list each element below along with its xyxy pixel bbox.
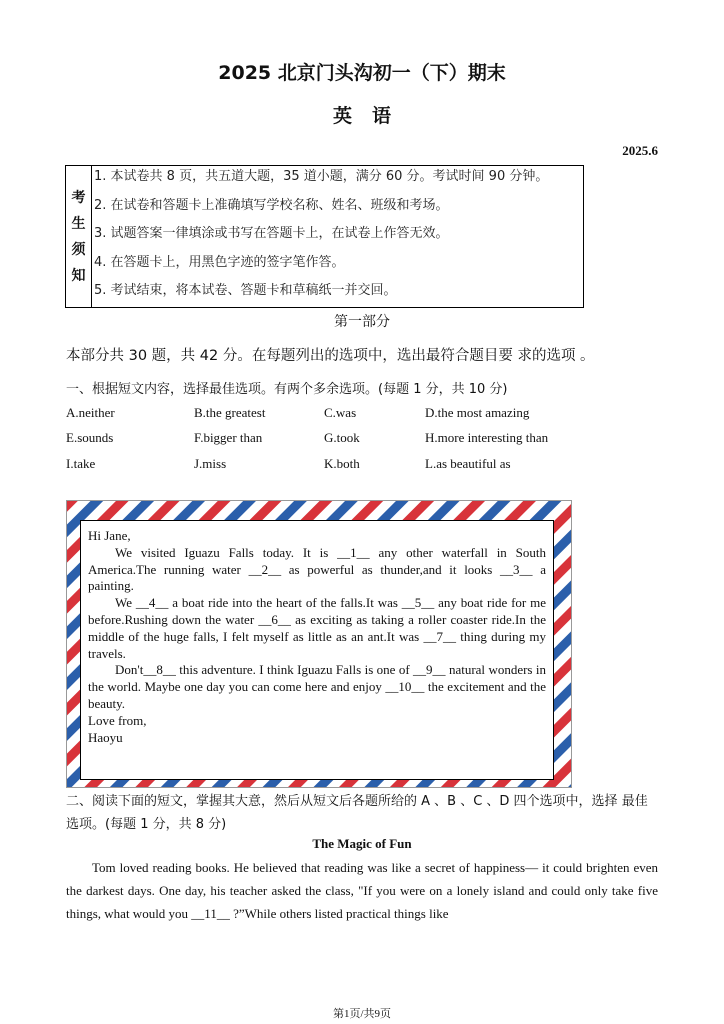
notice-list xyxy=(94,166,583,309)
option-f: F.bigger than xyxy=(194,430,263,445)
option-a: A.neither xyxy=(66,405,115,420)
subject-title: 英语 xyxy=(332,105,411,127)
option-h: H.more interesting than xyxy=(425,430,549,445)
letter-paragraph: We __4__ a boat ride into the heart of the falls.It was __5__ any boat ride for me before.Rushing down the water __6__ as exciting as taking a roller coaster ride.In the middle of the huge falls, I felt myself as little as an ant.It was __7__ thing during my travels. xyxy=(88,595,546,661)
option-c: C.was xyxy=(324,405,357,420)
page-footer: 第1页/共9页 xyxy=(332,1008,392,1020)
part-heading: 第一部分 xyxy=(334,314,390,330)
notice-item: 2. 在试卷和答题卡上准确填写学校名称、姓名、班级和考场。 xyxy=(94,197,449,213)
notice-label-char: 知 xyxy=(71,267,86,284)
letter-signature: Haoyu xyxy=(88,729,123,745)
option-k: K.both xyxy=(324,456,360,471)
letter-paragraph: Don't__8__ this adventure. I think Iguazu Falls is one of __9__ natural wonders in the world. Maybe one day you can come here and enjoy __10__ the excitement and the beauty. xyxy=(88,662,546,711)
part-intro: 本部分共 30 题，共 42 分。在每题列出的选项中，选出最符合题目要 求的选项 。 xyxy=(66,348,595,364)
section1-heading: 一、根据短文内容，选择最佳选项。有两个多余选项。(每题 1 分，共 10 分) xyxy=(66,382,508,397)
letter-paragraph: We visited Iguazu Falls today. It is __1__ any other waterfall in South America.The running water __2__ as powerful as thunder,and it looks __3__ a painting. xyxy=(88,544,546,594)
notice-item: 1. 本试卷共 8 页，共五道大题，35 道小题，满分 60 分。考试时间 90 分钟。 xyxy=(94,169,549,184)
airmail-letter xyxy=(66,500,572,788)
option-b: B.the greatest xyxy=(194,405,266,420)
notice-label-char: 生 xyxy=(71,215,86,232)
letter-greeting: Hi Jane, xyxy=(88,528,131,543)
notice-item: 4. 在答题卡上，用黑色字迹的签字笔作答。 xyxy=(94,254,345,270)
letter-text xyxy=(88,528,546,746)
page-title: 2025 北京门头沟初一（下）期末 xyxy=(218,62,506,84)
notice-label-char: 考 xyxy=(71,189,86,206)
notice-label-char: 须 xyxy=(71,241,86,258)
notice-item: 3. 试题答案一律填涂或书写在答题卡上，在试卷上作答无效。 xyxy=(94,226,449,242)
option-g: G.took xyxy=(324,430,360,445)
letter-closing: Love from, xyxy=(88,712,147,728)
option-l: L.as beautiful as xyxy=(425,456,511,471)
option-j: J.miss xyxy=(194,456,227,471)
exam-date: 2025.6 xyxy=(622,143,658,158)
letter-body-box xyxy=(80,520,554,780)
option-e: E.sounds xyxy=(66,430,114,445)
option-d: D.the most amazing xyxy=(425,405,530,420)
option-i: I.take xyxy=(66,456,96,471)
exam-notice-box xyxy=(65,165,584,308)
story-text: Tom loved reading books. He believed that reading was like a secret of happiness— it could brighten even the darkest days. One day, his teacher asked the class, "If you were on a lonely island and could only take five things, what would you __11__ ?”While others listed practical things like xyxy=(66,860,658,921)
notice-label xyxy=(66,166,92,307)
story-title: The Magic of Fun xyxy=(312,836,412,851)
section2-heading: 二、阅读下面的短文，掌握其大意，然后从短文后各题所给的 A 、B 、C 、D 四个选项中，选择 最佳选项。(每题 1 分，共 8 分) xyxy=(66,794,648,832)
notice-item: 5. 考试结束，将本试卷、答题卡和草稿纸一并交回。 xyxy=(94,283,397,299)
